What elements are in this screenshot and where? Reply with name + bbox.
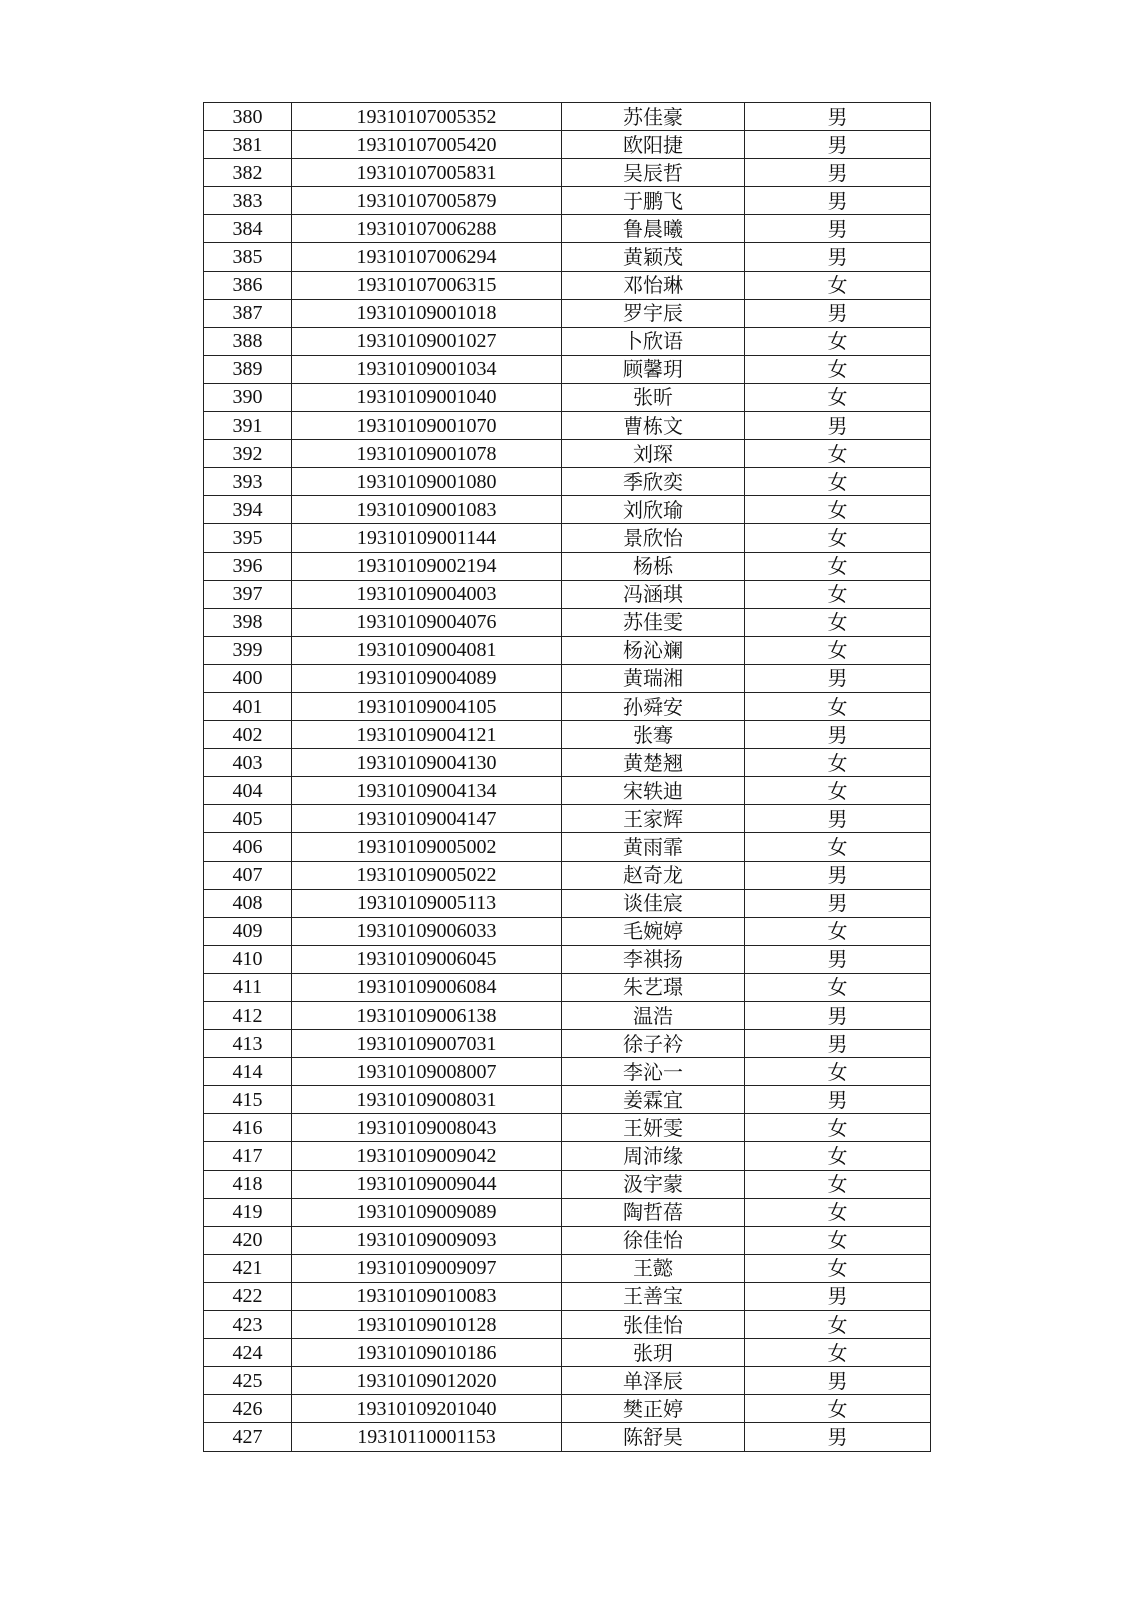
gender-cell: 男 xyxy=(745,1086,931,1114)
student-name-cell: 谈佳宸 xyxy=(562,889,745,917)
gender-cell: 女 xyxy=(745,917,931,945)
candidate-id-cell: 19310109010083 xyxy=(292,1282,562,1310)
row-number-cell: 410 xyxy=(204,945,292,973)
gender-cell: 女 xyxy=(745,973,931,1001)
student-name-cell: 汲宇蒙 xyxy=(562,1170,745,1198)
candidate-id-cell: 19310109008007 xyxy=(292,1058,562,1086)
student-name-cell: 赵奇龙 xyxy=(562,861,745,889)
row-number-cell: 384 xyxy=(204,215,292,243)
gender-cell: 男 xyxy=(745,412,931,440)
row-number-cell: 381 xyxy=(204,131,292,159)
candidate-id-cell: 19310109010186 xyxy=(292,1339,562,1367)
student-name-cell: 罗宇辰 xyxy=(562,299,745,327)
student-name-cell: 鲁晨曦 xyxy=(562,215,745,243)
candidate-id-cell: 19310109005002 xyxy=(292,833,562,861)
table-row xyxy=(204,1282,931,1310)
table-row xyxy=(204,1423,931,1451)
gender-cell: 女 xyxy=(745,777,931,805)
candidate-id-cell: 19310107005879 xyxy=(292,187,562,215)
table-row xyxy=(204,187,931,215)
table-row xyxy=(204,1198,931,1226)
table-row xyxy=(204,1002,931,1030)
candidate-id-cell: 19310107005352 xyxy=(292,103,562,131)
table-row xyxy=(204,777,931,805)
candidate-id-cell: 19310109012020 xyxy=(292,1367,562,1395)
gender-cell: 男 xyxy=(745,215,931,243)
table-row xyxy=(204,1030,931,1058)
table-row xyxy=(204,383,931,411)
gender-cell: 男 xyxy=(745,187,931,215)
gender-cell: 女 xyxy=(745,1339,931,1367)
candidate-id-cell: 19310109009089 xyxy=(292,1198,562,1226)
student-name-cell: 黄瑞湘 xyxy=(562,664,745,692)
row-number-cell: 391 xyxy=(204,412,292,440)
student-name-cell: 张佳怡 xyxy=(562,1311,745,1339)
candidate-id-cell: 19310107006288 xyxy=(292,215,562,243)
row-number-cell: 389 xyxy=(204,355,292,383)
student-name-cell: 欧阳捷 xyxy=(562,131,745,159)
student-name-cell: 季欣奕 xyxy=(562,468,745,496)
candidate-id-cell: 19310109001034 xyxy=(292,355,562,383)
gender-cell: 女 xyxy=(745,580,931,608)
table-row xyxy=(204,805,931,833)
table-row xyxy=(204,721,931,749)
table-row xyxy=(204,1311,931,1339)
gender-cell: 男 xyxy=(745,805,931,833)
student-name-cell: 徐佳怡 xyxy=(562,1226,745,1254)
candidate-id-cell: 19310109005022 xyxy=(292,861,562,889)
gender-cell: 女 xyxy=(745,833,931,861)
candidate-id-cell: 19310107005831 xyxy=(292,159,562,187)
row-number-cell: 385 xyxy=(204,243,292,271)
gender-cell: 女 xyxy=(745,327,931,355)
table-row xyxy=(204,664,931,692)
row-number-cell: 386 xyxy=(204,271,292,299)
candidate-id-cell: 19310107005420 xyxy=(292,131,562,159)
gender-cell: 男 xyxy=(745,664,931,692)
table-row xyxy=(204,552,931,580)
gender-cell: 女 xyxy=(745,271,931,299)
student-name-cell: 毛婉婷 xyxy=(562,917,745,945)
gender-cell: 男 xyxy=(745,721,931,749)
table-row xyxy=(204,1395,931,1423)
student-name-cell: 周沛缘 xyxy=(562,1142,745,1170)
table-row xyxy=(204,580,931,608)
gender-cell: 男 xyxy=(745,1002,931,1030)
row-number-cell: 419 xyxy=(204,1198,292,1226)
row-number-cell: 411 xyxy=(204,973,292,1001)
row-number-cell: 427 xyxy=(204,1423,292,1451)
gender-cell: 男 xyxy=(745,299,931,327)
candidate-id-cell: 19310109005113 xyxy=(292,889,562,917)
table-row xyxy=(204,103,931,131)
table-row xyxy=(204,608,931,636)
row-number-cell: 412 xyxy=(204,1002,292,1030)
row-number-cell: 393 xyxy=(204,468,292,496)
candidate-id-cell: 19310109010128 xyxy=(292,1311,562,1339)
table-row xyxy=(204,1367,931,1395)
row-number-cell: 387 xyxy=(204,299,292,327)
student-name-cell: 景欣怡 xyxy=(562,524,745,552)
row-number-cell: 394 xyxy=(204,496,292,524)
table-row xyxy=(204,412,931,440)
student-name-cell: 单泽辰 xyxy=(562,1367,745,1395)
gender-cell: 女 xyxy=(745,1058,931,1086)
student-name-cell: 刘欣瑜 xyxy=(562,496,745,524)
gender-cell: 女 xyxy=(745,383,931,411)
table-row xyxy=(204,159,931,187)
table-row xyxy=(204,355,931,383)
candidate-id-cell: 19310109001027 xyxy=(292,327,562,355)
student-name-cell: 朱艺璟 xyxy=(562,973,745,1001)
student-name-cell: 姜霖宜 xyxy=(562,1086,745,1114)
candidate-id-cell: 19310109009044 xyxy=(292,1170,562,1198)
table-row xyxy=(204,243,931,271)
table-row xyxy=(204,1339,931,1367)
candidate-id-cell: 19310109006045 xyxy=(292,945,562,973)
candidate-id-cell: 19310109004121 xyxy=(292,721,562,749)
gender-cell: 女 xyxy=(745,496,931,524)
roster-table xyxy=(203,102,931,1452)
gender-cell: 女 xyxy=(745,749,931,777)
candidate-id-cell: 19310109004147 xyxy=(292,805,562,833)
table-row xyxy=(204,889,931,917)
candidate-id-cell: 19310110001153 xyxy=(292,1423,562,1451)
table-row xyxy=(204,299,931,327)
candidate-id-cell: 19310109008031 xyxy=(292,1086,562,1114)
row-number-cell: 425 xyxy=(204,1367,292,1395)
candidate-id-cell: 19310109006033 xyxy=(292,917,562,945)
student-name-cell: 张昕 xyxy=(562,383,745,411)
gender-cell: 女 xyxy=(745,1170,931,1198)
candidate-id-cell: 19310109004105 xyxy=(292,692,562,720)
table-row xyxy=(204,1226,931,1254)
table-row xyxy=(204,327,931,355)
gender-cell: 男 xyxy=(745,1367,931,1395)
student-name-cell: 苏佳豪 xyxy=(562,103,745,131)
student-name-cell: 李祺扬 xyxy=(562,945,745,973)
gender-cell: 男 xyxy=(745,945,931,973)
student-name-cell: 吴辰哲 xyxy=(562,159,745,187)
candidate-id-cell: 19310109001078 xyxy=(292,440,562,468)
candidate-id-cell: 19310109004089 xyxy=(292,664,562,692)
student-name-cell: 李沁一 xyxy=(562,1058,745,1086)
student-name-cell: 冯涵琪 xyxy=(562,580,745,608)
table-row xyxy=(204,945,931,973)
table-row xyxy=(204,131,931,159)
gender-cell: 男 xyxy=(745,889,931,917)
row-number-cell: 424 xyxy=(204,1339,292,1367)
table-row xyxy=(204,1142,931,1170)
row-number-cell: 405 xyxy=(204,805,292,833)
table-row xyxy=(204,1086,931,1114)
student-name-cell: 王懿 xyxy=(562,1254,745,1282)
table-row xyxy=(204,1058,931,1086)
candidate-id-cell: 19310109001144 xyxy=(292,524,562,552)
candidate-id-cell: 19310107006315 xyxy=(292,271,562,299)
candidate-id-cell: 19310109006138 xyxy=(292,1002,562,1030)
candidate-id-cell: 19310109001040 xyxy=(292,383,562,411)
candidate-id-cell: 19310109004076 xyxy=(292,608,562,636)
student-name-cell: 宋轶迪 xyxy=(562,777,745,805)
candidate-id-cell: 19310109009097 xyxy=(292,1254,562,1282)
gender-cell: 女 xyxy=(745,355,931,383)
candidate-id-cell: 19310109001070 xyxy=(292,412,562,440)
row-number-cell: 388 xyxy=(204,327,292,355)
table-row xyxy=(204,917,931,945)
row-number-cell: 397 xyxy=(204,580,292,608)
row-number-cell: 421 xyxy=(204,1254,292,1282)
student-name-cell: 顾馨玥 xyxy=(562,355,745,383)
gender-cell: 女 xyxy=(745,1226,931,1254)
candidate-id-cell: 19310109201040 xyxy=(292,1395,562,1423)
row-number-cell: 392 xyxy=(204,440,292,468)
gender-cell: 女 xyxy=(745,552,931,580)
gender-cell: 女 xyxy=(745,468,931,496)
table-row xyxy=(204,271,931,299)
row-number-cell: 417 xyxy=(204,1142,292,1170)
student-name-cell: 黄雨霏 xyxy=(562,833,745,861)
student-name-cell: 曹栋文 xyxy=(562,412,745,440)
table-row xyxy=(204,440,931,468)
row-number-cell: 400 xyxy=(204,664,292,692)
gender-cell: 女 xyxy=(745,524,931,552)
student-name-cell: 杨栎 xyxy=(562,552,745,580)
table-row xyxy=(204,215,931,243)
table-row xyxy=(204,524,931,552)
row-number-cell: 422 xyxy=(204,1282,292,1310)
gender-cell: 男 xyxy=(745,243,931,271)
table-row xyxy=(204,861,931,889)
row-number-cell: 396 xyxy=(204,552,292,580)
gender-cell: 女 xyxy=(745,1254,931,1282)
row-number-cell: 380 xyxy=(204,103,292,131)
student-name-cell: 黄颖茂 xyxy=(562,243,745,271)
row-number-cell: 390 xyxy=(204,383,292,411)
row-number-cell: 404 xyxy=(204,777,292,805)
row-number-cell: 420 xyxy=(204,1226,292,1254)
row-number-cell: 402 xyxy=(204,721,292,749)
gender-cell: 女 xyxy=(745,1114,931,1142)
gender-cell: 女 xyxy=(745,1311,931,1339)
student-name-cell: 卜欣语 xyxy=(562,327,745,355)
row-number-cell: 423 xyxy=(204,1311,292,1339)
table-row xyxy=(204,692,931,720)
student-name-cell: 徐子衿 xyxy=(562,1030,745,1058)
row-number-cell: 418 xyxy=(204,1170,292,1198)
gender-cell: 男 xyxy=(745,1423,931,1451)
table-row xyxy=(204,973,931,1001)
candidate-id-cell: 19310109001080 xyxy=(292,468,562,496)
row-number-cell: 413 xyxy=(204,1030,292,1058)
table-row xyxy=(204,468,931,496)
student-name-cell: 孙舜安 xyxy=(562,692,745,720)
candidate-id-cell: 19310109002194 xyxy=(292,552,562,580)
gender-cell: 男 xyxy=(745,131,931,159)
candidate-id-cell: 19310109004081 xyxy=(292,636,562,664)
row-number-cell: 406 xyxy=(204,833,292,861)
student-name-cell: 陶哲蓓 xyxy=(562,1198,745,1226)
row-number-cell: 395 xyxy=(204,524,292,552)
row-number-cell: 383 xyxy=(204,187,292,215)
row-number-cell: 407 xyxy=(204,861,292,889)
gender-cell: 女 xyxy=(745,692,931,720)
row-number-cell: 403 xyxy=(204,749,292,777)
row-number-cell: 382 xyxy=(204,159,292,187)
student-name-cell: 于鹏飞 xyxy=(562,187,745,215)
row-number-cell: 398 xyxy=(204,608,292,636)
gender-cell: 男 xyxy=(745,1030,931,1058)
roster-table-body xyxy=(204,103,931,1452)
student-name-cell: 黄楚翘 xyxy=(562,749,745,777)
gender-cell: 女 xyxy=(745,1198,931,1226)
table-row xyxy=(204,1254,931,1282)
student-name-cell: 刘琛 xyxy=(562,440,745,468)
candidate-id-cell: 19310109001083 xyxy=(292,496,562,524)
gender-cell: 女 xyxy=(745,608,931,636)
candidate-id-cell: 19310109004003 xyxy=(292,580,562,608)
table-row xyxy=(204,749,931,777)
row-number-cell: 414 xyxy=(204,1058,292,1086)
table-row xyxy=(204,1114,931,1142)
student-name-cell: 王善宝 xyxy=(562,1282,745,1310)
student-name-cell: 王妍雯 xyxy=(562,1114,745,1142)
table-row xyxy=(204,833,931,861)
student-name-cell: 杨沁斓 xyxy=(562,636,745,664)
candidate-id-cell: 19310109007031 xyxy=(292,1030,562,1058)
gender-cell: 男 xyxy=(745,1282,931,1310)
gender-cell: 女 xyxy=(745,1142,931,1170)
table-row xyxy=(204,636,931,664)
gender-cell: 女 xyxy=(745,1395,931,1423)
candidate-id-cell: 19310107006294 xyxy=(292,243,562,271)
student-name-cell: 温浩 xyxy=(562,1002,745,1030)
student-name-cell: 陈舒昊 xyxy=(562,1423,745,1451)
gender-cell: 男 xyxy=(745,861,931,889)
student-name-cell: 苏佳雯 xyxy=(562,608,745,636)
row-number-cell: 415 xyxy=(204,1086,292,1114)
candidate-id-cell: 19310109006084 xyxy=(292,973,562,1001)
student-name-cell: 王家辉 xyxy=(562,805,745,833)
candidate-id-cell: 19310109008043 xyxy=(292,1114,562,1142)
gender-cell: 女 xyxy=(745,636,931,664)
row-number-cell: 426 xyxy=(204,1395,292,1423)
candidate-id-cell: 19310109004130 xyxy=(292,749,562,777)
candidate-id-cell: 19310109001018 xyxy=(292,299,562,327)
table-row xyxy=(204,1170,931,1198)
student-name-cell: 樊正婷 xyxy=(562,1395,745,1423)
row-number-cell: 416 xyxy=(204,1114,292,1142)
row-number-cell: 399 xyxy=(204,636,292,664)
row-number-cell: 408 xyxy=(204,889,292,917)
candidate-id-cell: 19310109004134 xyxy=(292,777,562,805)
student-name-cell: 邓怡琳 xyxy=(562,271,745,299)
row-number-cell: 409 xyxy=(204,917,292,945)
candidate-id-cell: 19310109009042 xyxy=(292,1142,562,1170)
student-name-cell: 张玥 xyxy=(562,1339,745,1367)
row-number-cell: 401 xyxy=(204,692,292,720)
table-row xyxy=(204,496,931,524)
gender-cell: 男 xyxy=(745,103,931,131)
gender-cell: 男 xyxy=(745,159,931,187)
student-name-cell: 张骞 xyxy=(562,721,745,749)
candidate-id-cell: 19310109009093 xyxy=(292,1226,562,1254)
gender-cell: 女 xyxy=(745,440,931,468)
